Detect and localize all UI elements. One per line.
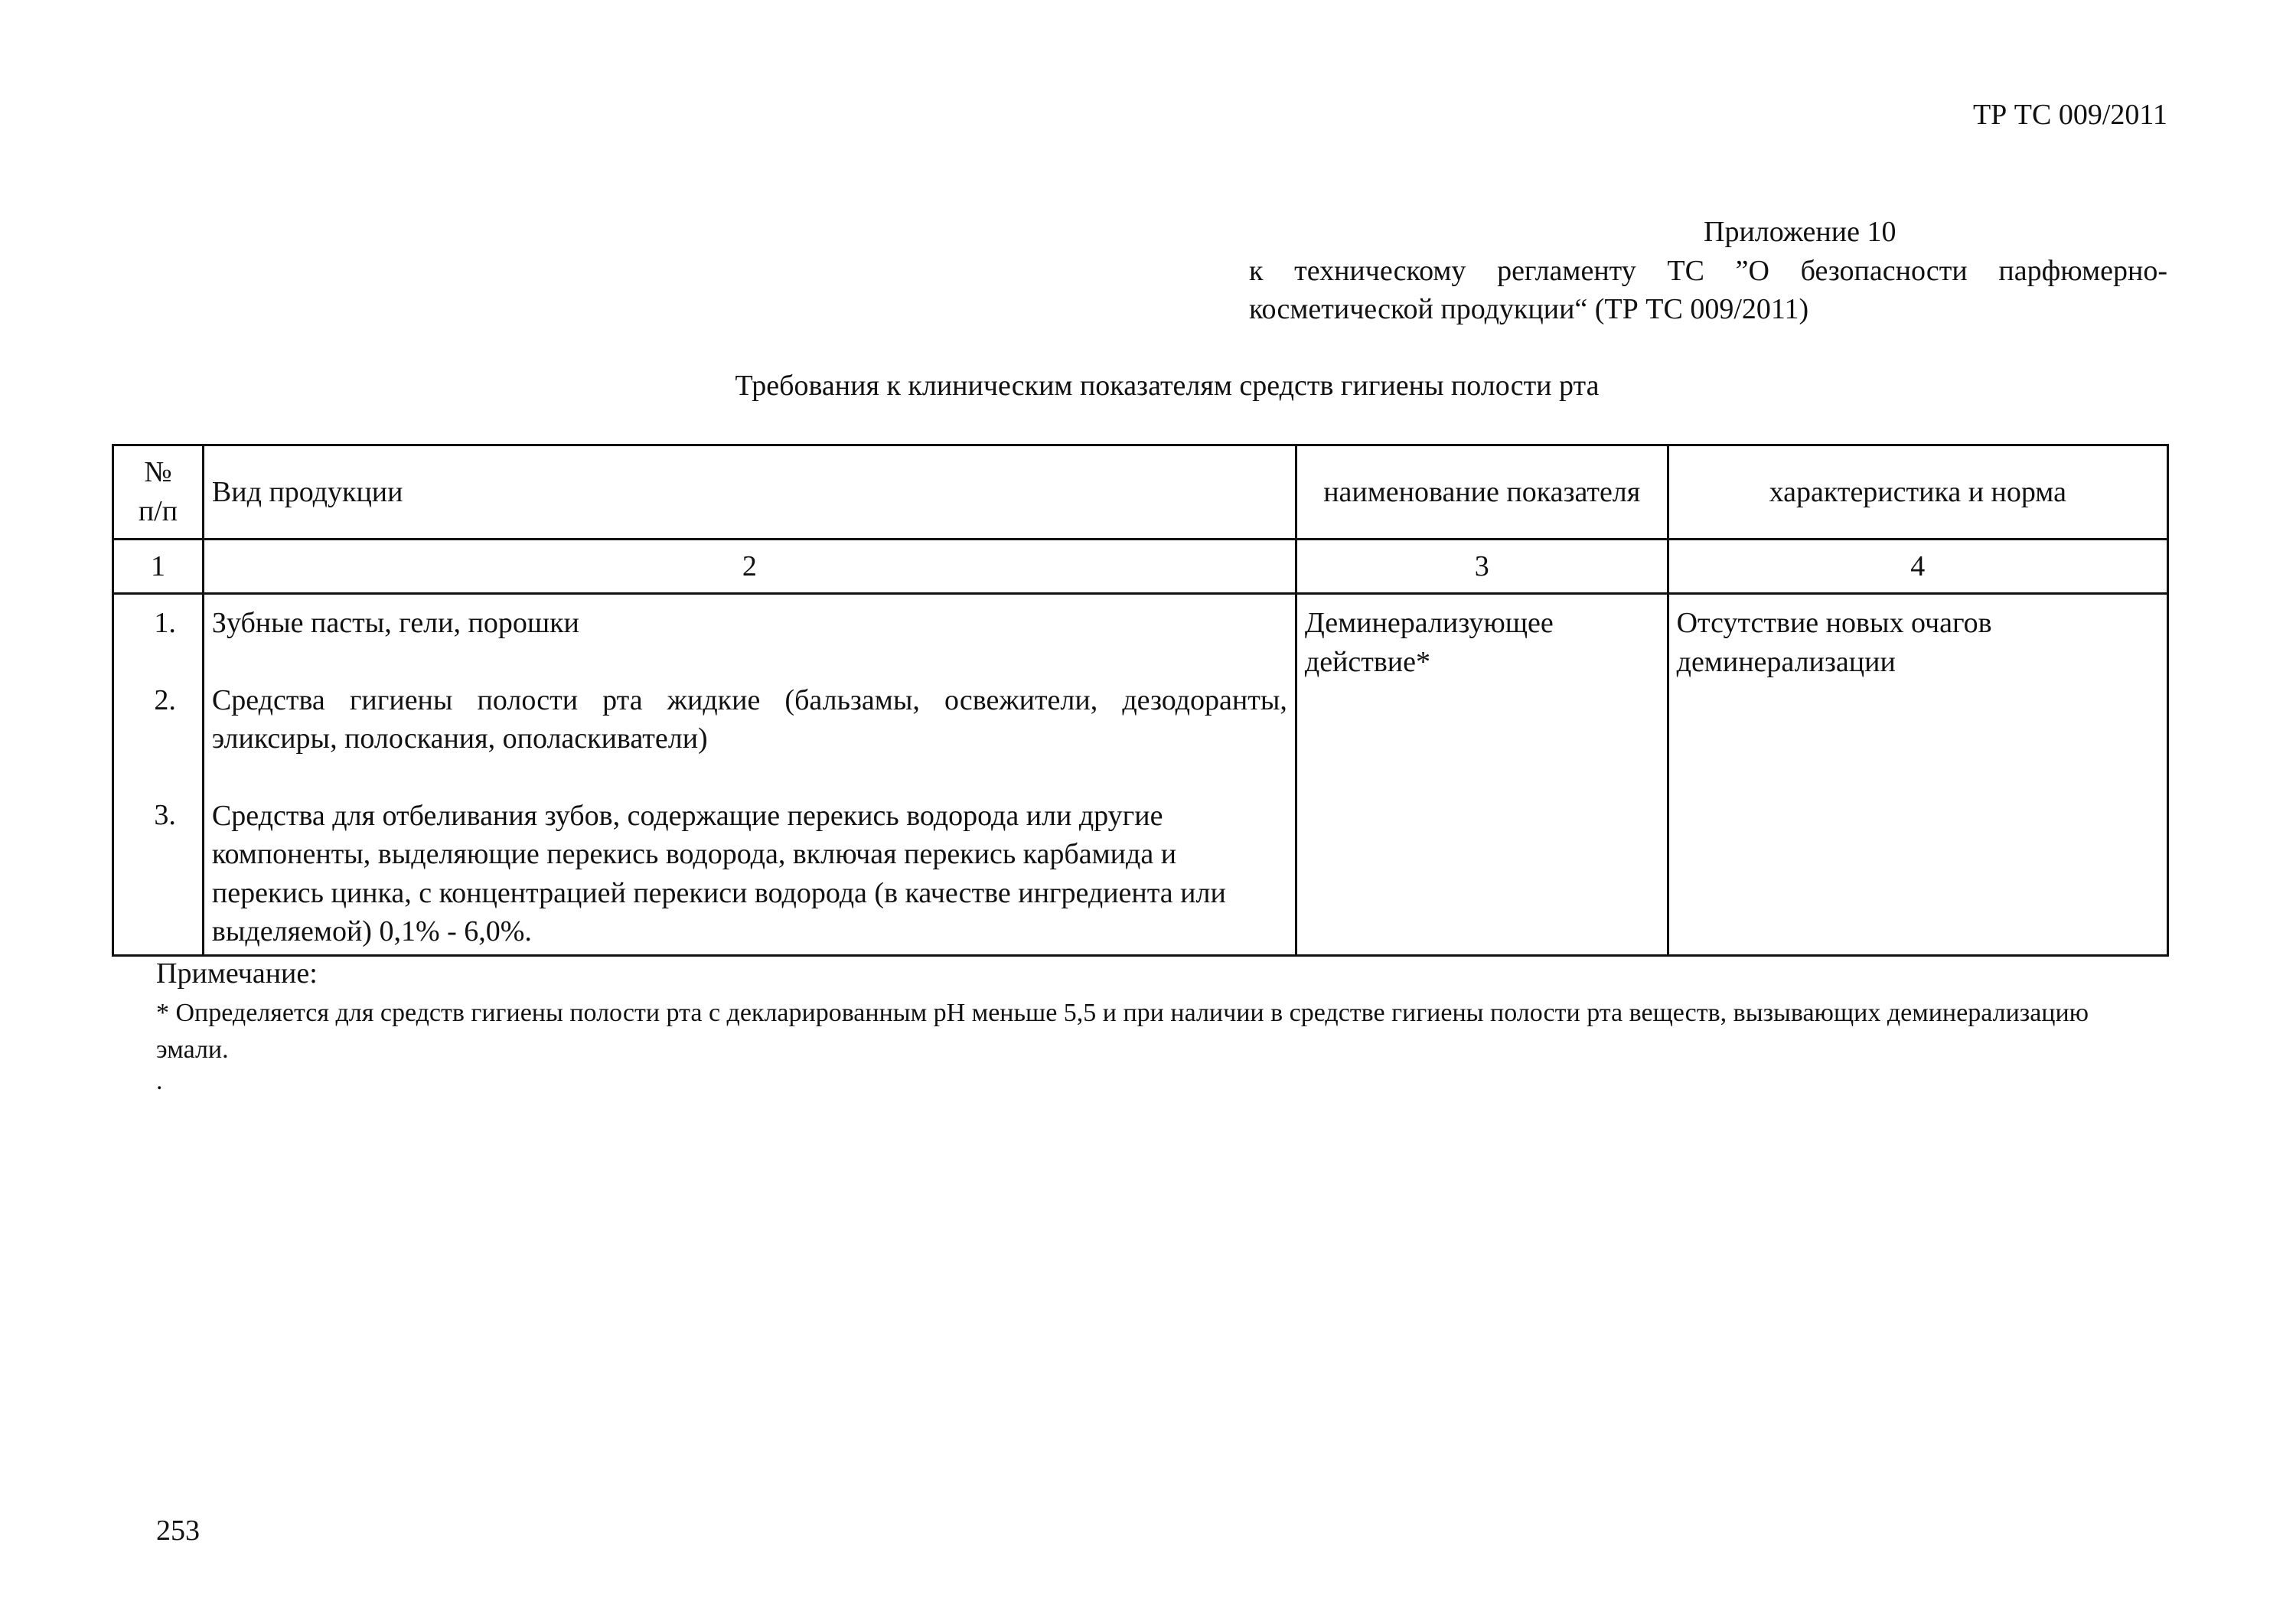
header-num: [113, 445, 204, 540]
indicator-value: Деминерализующее действие*: [1304, 607, 1554, 678]
norm-value: Отсутствие новых очагов деминерализации: [1676, 607, 1992, 678]
document-code: ТР ТС 009/2011: [1972, 99, 2167, 131]
product-item: Средства гигиены полости рта жидкие (бальзамы, освежители, дезодоранты, эликсиры, полоскания, ополаскиватели): [211, 683, 1287, 755]
row-number: 3.: [154, 799, 176, 832]
row-number: 1.: [154, 607, 176, 639]
header-indicator: наименование показателя: [1296, 445, 1668, 540]
annex-heading: [1249, 213, 2167, 329]
table-title: Требования к клиническим показателям средств гигиены полости рта: [735, 370, 1600, 402]
header-product: Вид продукции: [203, 445, 1296, 540]
table-header-row: [113, 445, 2168, 540]
products-cell: [203, 594, 1296, 956]
table-body-row: [113, 594, 2168, 956]
product-item: Зубные пасты, гели, порошки: [211, 607, 579, 639]
page-number: 253: [156, 1515, 200, 1547]
row-number: 2.: [154, 683, 176, 716]
norm-cell: [1668, 594, 2167, 956]
product-item: Средства для отбеливания зубов, содержащие перекись водорода или другие компоненты, выделяющие перекись водорода, включая перекись карбамида и перекись цинка, с концентрацией перекиси водорода (в качестве ингредиента или выделяемой) 0,1% - 6,0%.: [211, 799, 1226, 948]
note-text: * Определяется для средств гигиены полости рта с декларированным pH меньше 5,5 и при наличии в средстве гигиены полости рта веществ, вызывающих деминерализацию эмали.: [156, 999, 2089, 1064]
row-numbers-cell: [113, 594, 204, 956]
column-number: 1: [113, 540, 204, 594]
header-norm: характеристика и норма: [1668, 445, 2167, 540]
annex-number: Приложение 10: [1704, 216, 1896, 248]
column-number-row: [113, 540, 2168, 594]
header-num-abbr: п/п: [138, 495, 178, 527]
requirements-table: [112, 444, 2169, 957]
note-dot: .: [156, 1067, 163, 1095]
annex-line-2: косметической продукции“ (ТР ТС 009/2011): [1249, 293, 1809, 326]
column-number: 4: [1668, 540, 2167, 594]
column-number: 2: [203, 540, 1296, 594]
indicator-cell: [1296, 594, 1668, 956]
note-label: Примечание:: [156, 957, 318, 990]
column-number: 3: [1296, 540, 1668, 594]
annex-line-1: к техническому регламенту ТС ”О безопасности парфюмерно-: [1249, 254, 2167, 287]
header-num-symbol: №: [144, 456, 172, 489]
